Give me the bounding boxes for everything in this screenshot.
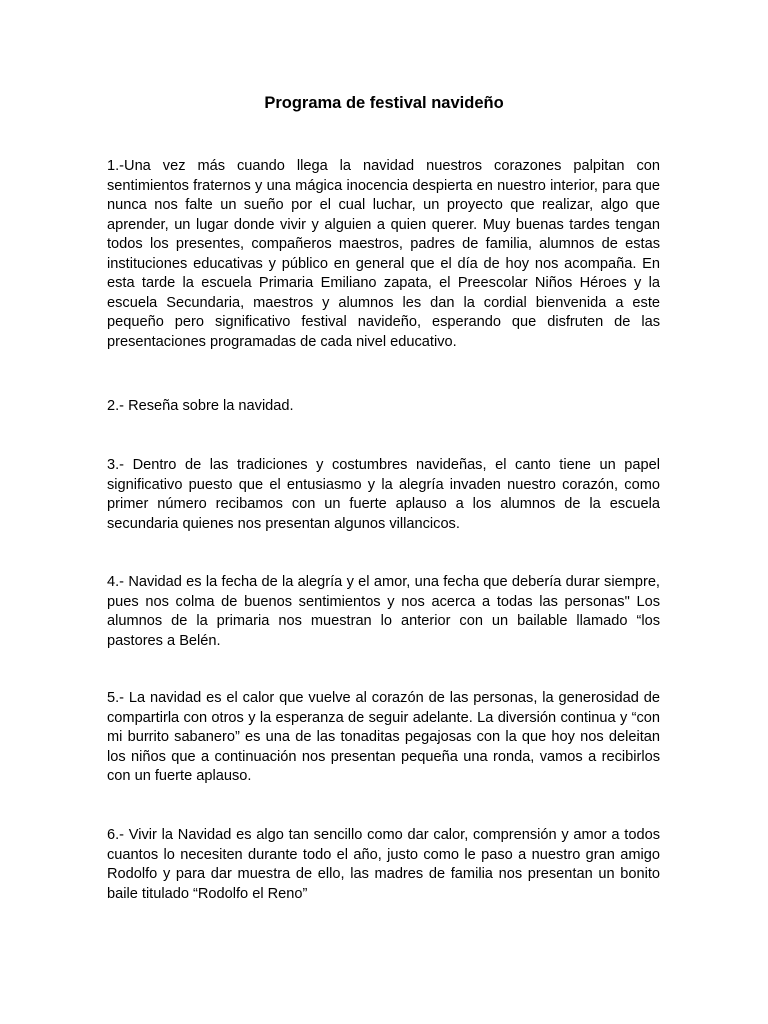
paragraph-rodolfo-reno: 6.- Vivir la Navidad es algo tan sencillo como dar calor, comprensión y amor a todos cuantos lo necesiten durante todo el año, justo como le paso a nuestro gran amigo Rodolfo y para dar muestra de ello, las madres de familia nos presentan un bonito baile titulado “Rodolfo el Reno” [107, 827, 660, 902]
document-title: Programa de festival navideño [264, 94, 504, 112]
paragraph-shepherds-dance: 4.- Navidad es la fecha de la alegría y el amor, una fecha que debería durar siempre, pues nos colma de buenos sentimientos y nos acerca a todas las personas" Los alumnos de la primaria nos muestran lo anterior con un bailable llamado “los pastores a Belén. [107, 574, 660, 649]
paragraph-carols: 3.- Dentro de las tradiciones y costumbres navideñas, el canto tiene un papel significativo puesto que el entusiasmo y la alegría invaden nuestro corazón, como primer número recibamos con un fuerte aplauso a los alumnos de la escuela secundaria quienes nos presentan algunos villancicos. [107, 457, 660, 532]
paragraph-welcome: 1.-Una vez más cuando llega la navidad nuestros corazones palpitan con sentimientos fraternos y una mágica inocencia despierta en nuestro interior, para que nunca nos falte un sueño por el cual luchar, un proyecto que realizar, algo que aprender, un lugar donde vivir y alguien a quien querer. Muy buenas tardes tengan todos los presentes, compañeros maestros, padres de familia, alumnos de estas instituciones educativas y público en general que el día de hoy nos acompaña. En esta tarde la escuela Primaria Emiliano zapata, el Preescolar Niños Héroes y la escuela Secundaria, maestros y alumnos les dan la cordial bienvenida a este pequeño pero significativo festival navideño, esperando que disfruten de las presentaciones programadas de cada nivel educativo. [107, 158, 660, 350]
paragraph-christmas-review: 2.- Reseña sobre la navidad. [107, 398, 294, 414]
paragraph-burrito-sabanero: 5.- La navidad es el calor que vuelve al corazón de las personas, la generosidad de compartirla con otros y la esperanza de seguir adelante. La diversión continua y “con mi burrito sabanero” es una de las tonaditas pegajosas con la que hoy nos deleitan los niños que a continuación nos presentan pequeña una ronda, vamos a recibirlos con un fuerte aplauso. [107, 690, 660, 784]
